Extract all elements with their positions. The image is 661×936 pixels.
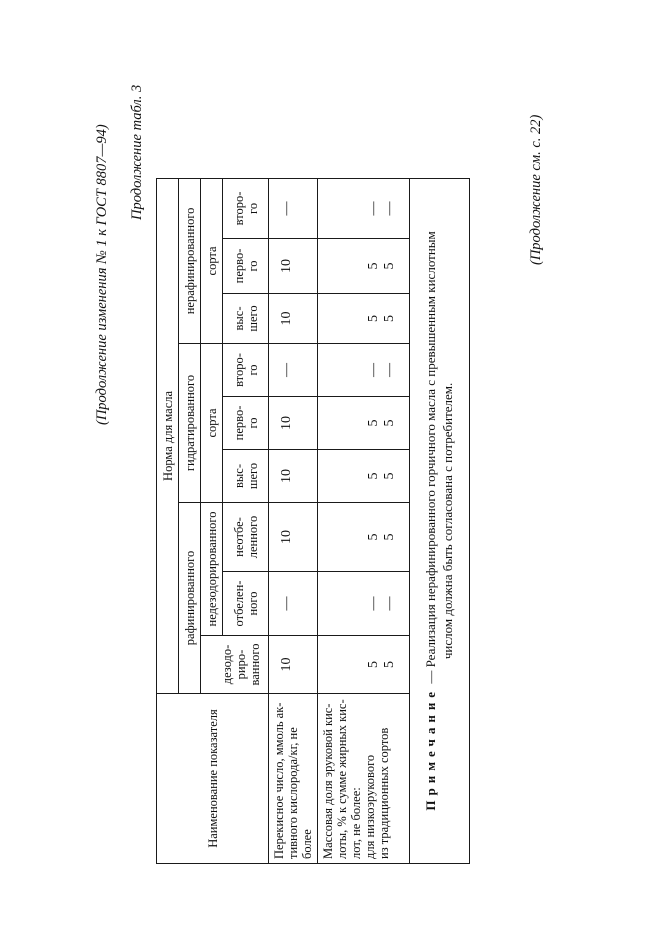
row-peroxide-label: Перекисное число, ммоль ак- тивного кислорода/кг, не более (269, 694, 318, 864)
sub-nondeodor: недезодорированного (201, 503, 223, 636)
row-erucic-label: Массовая доля эруковой кис- лоты, % к сумме жирных кис- лот, не более: для низкоэрукового из традиционных сортов (318, 694, 410, 864)
sub-grade-unrefined: сорта (201, 178, 223, 343)
group-unrefined: нерафинированного (179, 178, 201, 343)
unrefined-second: второ- го (223, 178, 269, 238)
table-cell: 10 (269, 636, 318, 694)
indicators-table (156, 68, 470, 864)
document-header: (Продолжение изменения № 1 к ГОСТ 8807—94) (94, 124, 110, 425)
spacer (157, 68, 470, 178)
table-cell: — — (318, 178, 410, 238)
table-cell: 5 5 (318, 239, 410, 294)
note-label: Примечание (422, 686, 438, 811)
table-cell: 10 (269, 450, 318, 503)
hydro-first: перво- го (223, 397, 269, 450)
rotated-table-area (156, 64, 486, 864)
sub-grade-hydro: сорта (201, 344, 223, 503)
unrefined-first: перво- го (223, 239, 269, 294)
table-cell: 5 5 (318, 450, 410, 503)
group-refined: рафинированного (179, 503, 201, 694)
table-cell: 10 (269, 294, 318, 344)
table-cell: 10 (269, 239, 318, 294)
sub-deodor: дезодо- риро- ванного (201, 636, 269, 694)
table-cell: 5 5 (318, 636, 410, 694)
table-note: Примечание — Реализация нерафинированного горчичного масла с превышенным кислотным числом должна быть согласована с потребителем. (410, 178, 470, 863)
hydro-top: выс- шего (223, 450, 269, 503)
table-cell: — — (318, 344, 410, 397)
table-cell: — — (318, 572, 410, 636)
table-cell: 5 5 (318, 503, 410, 572)
table-cell: 5 5 (318, 397, 410, 450)
unrefined-top: выс- шего (223, 294, 269, 344)
continuation-footer: (Продолжение см. с. 22) (528, 114, 544, 265)
table-cell: — (269, 572, 318, 636)
hydro-second: второ- го (223, 344, 269, 397)
table-cell: — (269, 178, 318, 238)
table-cell: 5 5 (318, 294, 410, 344)
sub-separated: отбелен- ного (223, 572, 269, 636)
sub-nonseparated: неотбе- ленного (223, 503, 269, 572)
table-cell: 10 (269, 503, 318, 572)
col-name-header: Наименование показателя (157, 694, 269, 864)
norm-header: Норма для масла (157, 178, 179, 693)
table-cell: — (269, 344, 318, 397)
group-hydro: гидратированного (179, 344, 201, 503)
table-continuation-label: Продолжение табл. 3 (129, 84, 145, 220)
table-cell: 10 (269, 397, 318, 450)
